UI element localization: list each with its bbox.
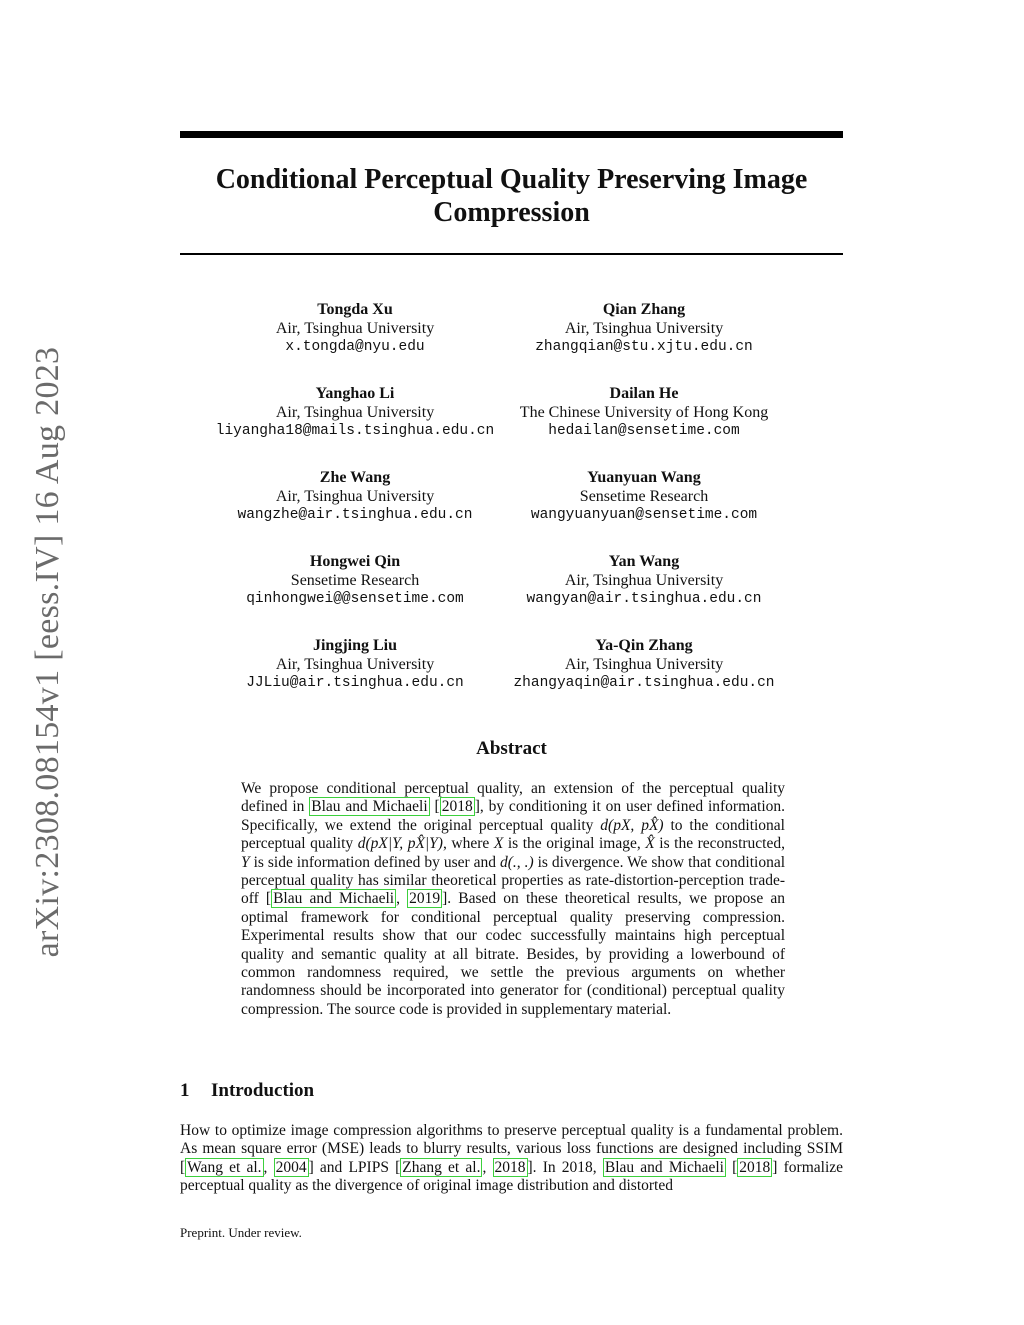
author-affiliation: The Chinese University of Hong Kong <box>519 404 769 421</box>
author-card <box>464 468 824 525</box>
title-bottom-rule <box>180 253 843 255</box>
author-name: Ya-Qin Zhang <box>595 637 693 654</box>
abstract-heading: Abstract <box>476 738 547 759</box>
abstract-text: ]. Based on these theoretical results, we propose an optimal framework for conditional perceptual quality preserving compression. Experimental results show that our codec successfully maintains high perceptual quality and semantic quality at all bitrate. Besides, by providing a lowerbound of common randomness required, we settle the previous arguments on whether randomness should be incorporated into generator for (conditional) perceptual quality compression. The source code is provided in supplementary material. <box>241 890 785 1018</box>
intro-text: , <box>263 1158 274 1176</box>
title-line-2: Compression <box>433 197 590 228</box>
author-name: Qian Zhang <box>602 301 686 318</box>
intro-text: [ <box>725 1158 738 1176</box>
author-email[interactable]: liyangha18@mails.tsinghua.edu.cn <box>215 423 495 439</box>
author-card <box>464 636 824 693</box>
citation-link[interactable]: Blau and Michaeli <box>604 1158 724 1176</box>
author-email[interactable]: wangyan@air.tsinghua.edu.cn <box>526 591 762 607</box>
author-name: Yan Wang <box>608 553 680 570</box>
author-row-2 <box>180 384 843 454</box>
abstract-text: [ <box>429 798 440 816</box>
citation-link[interactable]: Blau and Michaeli <box>273 890 395 908</box>
abstract-text: to the conditional perceptual quality <box>241 816 785 853</box>
abstract-text: ], by conditioning it on user defined information. Specifically, we extend the original perceptual quality <box>241 798 785 834</box>
math-expression: X̂ <box>645 835 655 853</box>
author-affiliation: Sensetime Research <box>579 488 709 505</box>
abstract-text: is side information defined by user and <box>249 853 500 871</box>
citation-year-link[interactable]: 2004 <box>275 1158 307 1176</box>
section-number: 1 <box>180 1080 190 1101</box>
abstract-body <box>241 780 785 1019</box>
author-row-1 <box>180 300 843 370</box>
author-card <box>464 384 824 441</box>
author-affiliation: Air, Tsinghua University <box>275 656 435 673</box>
citation-link[interactable]: Wang et al. <box>187 1158 262 1176</box>
title-top-rule <box>180 131 843 138</box>
intro-text: How to optimize image compression algorithms to preserve perceptual quality is a fundamental problem. As mean square error (MSE) leads to blurry results, various loss functions are designed including SSIM [ <box>180 1122 843 1176</box>
author-row-3 <box>180 468 843 538</box>
arxiv-side-stamp: arXiv:2308.08154v1 [eess.IV] 16 Aug 2023 <box>29 346 66 958</box>
intro-text: , <box>482 1158 493 1176</box>
author-affiliation: Air, Tsinghua University <box>564 320 724 337</box>
author-affiliation: Air, Tsinghua University <box>275 404 435 421</box>
author-name: Yanghao Li <box>315 385 395 402</box>
author-card <box>464 552 824 609</box>
abstract-text: is the reconstructed, <box>654 835 785 853</box>
footer-note: Preprint. Under review. <box>180 1225 302 1240</box>
author-email[interactable]: zhangyaqin@air.tsinghua.edu.cn <box>513 675 775 691</box>
intro-text: ]. In 2018, <box>527 1158 603 1176</box>
author-row-5 <box>180 636 843 706</box>
author-email[interactable]: qinhongwei@@sensetime.com <box>246 591 464 607</box>
abstract-text: , <box>396 890 408 908</box>
title-line-1: Conditional Perceptual Quality Preserving Image <box>215 164 808 195</box>
author-email[interactable]: zhangqian@stu.xjtu.edu.cn <box>535 339 753 355</box>
paper-title <box>180 163 843 229</box>
abstract-text: is divergence. We show that conditional perceptual quality has similar theoretical properties as rate-distortion-perception trade-off [ <box>241 853 786 908</box>
intro-text: ] and LPIPS [ <box>308 1158 401 1176</box>
abstract-text: , where <box>442 835 494 853</box>
introduction-body <box>180 1122 843 1196</box>
author-affiliation: Air, Tsinghua University <box>275 320 435 337</box>
author-name: Yuanyuan Wang <box>587 469 701 486</box>
author-row-4 <box>180 552 843 622</box>
section-heading-introduction <box>180 1080 314 1102</box>
author-name: Hongwei Qin <box>309 553 401 570</box>
citation-year-link[interactable]: 2018 <box>739 1158 771 1176</box>
math-expression: Y <box>241 853 250 871</box>
author-card <box>464 300 824 357</box>
author-email[interactable]: wangzhe@air.tsinghua.edu.cn <box>237 507 473 523</box>
math-expression: d(pX|Y, pX̂|Y) <box>357 835 443 853</box>
author-name: Dailan He <box>609 385 679 402</box>
intro-text: ] formalize perceptual quality as the divergence of original image distribution and distorted <box>180 1158 844 1195</box>
author-affiliation: Air, Tsinghua University <box>275 488 435 505</box>
math-expression: d(pX, pX̂) <box>600 816 664 834</box>
citation-year-link[interactable]: 2018 <box>494 1158 526 1176</box>
author-email[interactable]: JJLiu@air.tsinghua.edu.cn <box>246 675 464 691</box>
author-affiliation: Air, Tsinghua University <box>564 572 724 589</box>
author-email[interactable]: wangyuanyuan@sensetime.com <box>530 507 758 523</box>
citation-year-link[interactable]: 2019 <box>409 890 441 908</box>
author-email[interactable]: x.tongda@nyu.edu <box>285 339 425 355</box>
abstract-text: We propose conditional perceptual quality, an extension of the perceptual quality defined in <box>241 780 785 816</box>
citation-link[interactable]: Blau and Michaeli <box>311 798 428 816</box>
author-name: Tongda Xu <box>317 301 393 318</box>
author-affiliation: Air, Tsinghua University <box>564 656 724 673</box>
author-email[interactable]: hedailan@sensetime.com <box>548 423 740 439</box>
math-expression: d(., .) <box>499 853 534 871</box>
abstract-text: is the original image, <box>503 835 646 853</box>
citation-link[interactable]: Zhang et al. <box>402 1158 481 1176</box>
math-expression: X <box>493 835 504 853</box>
section-title: Introduction <box>211 1080 315 1101</box>
citation-year-link[interactable]: 2018 <box>441 798 473 816</box>
author-name: Zhe Wang <box>319 469 391 486</box>
author-name: Jingjing Liu <box>312 637 398 654</box>
author-affiliation: Sensetime Research <box>290 572 420 589</box>
